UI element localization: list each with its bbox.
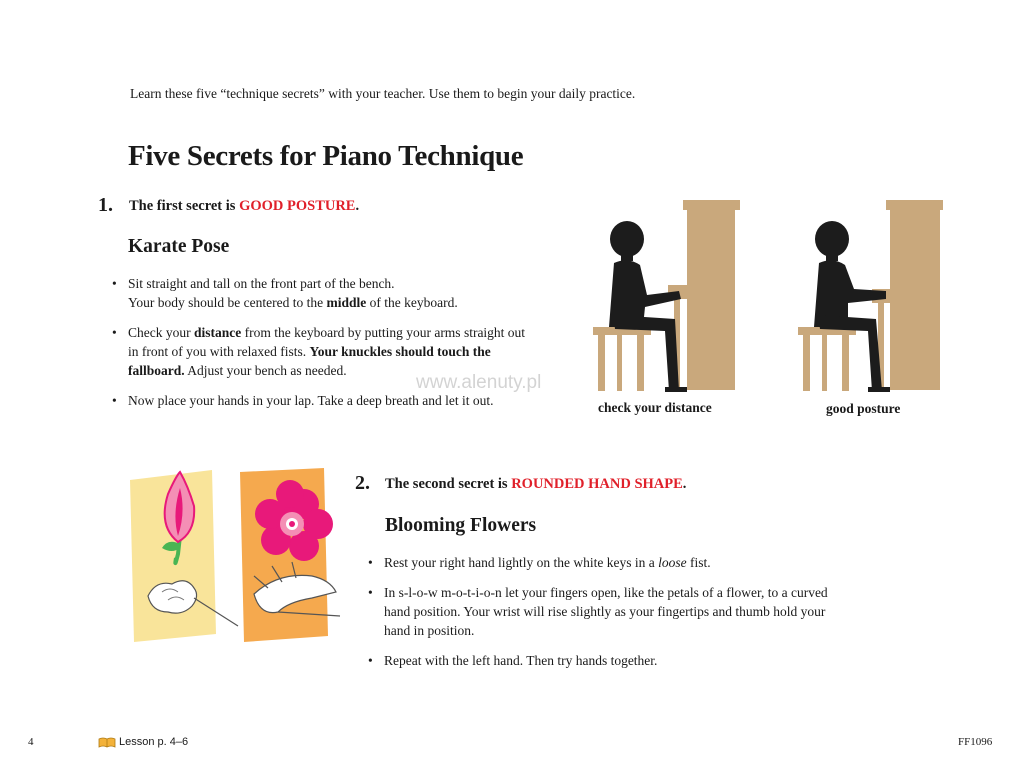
open-flower-panel-icon <box>240 468 340 642</box>
list-item <box>368 553 843 572</box>
bench-icon <box>593 327 651 391</box>
secret-1-end: . <box>355 198 360 214</box>
bullet-4-italic: loose <box>658 555 687 570</box>
closed-bud-panel-icon <box>130 470 238 642</box>
caption-check-distance: check your distance <box>598 400 712 415</box>
page-number: 4 <box>28 736 34 748</box>
flower-hands-illustration <box>128 466 343 646</box>
bullet-2-part-a: Check your <box>128 325 194 340</box>
caption-good-posture: good posture <box>826 401 901 416</box>
bullet-2-part-d: Adjust your bench as needed. <box>184 363 347 378</box>
watermark: www.alenuty.pl <box>416 372 542 393</box>
secret-2-lead: The second secret is <box>385 476 512 492</box>
secret-1-highlight: GOOD POSTURE <box>239 198 356 214</box>
karate-pose-subheading: Karate Pose <box>128 236 230 257</box>
page-title: Five Secrets for Piano Technique <box>128 140 524 172</box>
list-item <box>368 651 843 670</box>
blooming-flowers-list <box>368 553 843 681</box>
intro-text: Learn these five “technique secrets” with your teacher. Use them to begin your daily practice. <box>130 86 636 101</box>
bullet-2-bold-1: distance <box>193 325 242 340</box>
book-icon <box>98 737 116 748</box>
secret-1-heading <box>129 198 359 215</box>
bullet-1-line2a: Your body should be centered to the <box>128 295 327 310</box>
secret-2-end: . <box>682 476 687 492</box>
bullet-5-text: In s-l-o-w m-o-t-i-o-n let your fingers open, like the petals of a flower, to a curved hand position. Your wrist will rise slightly as your fingertips and thumb hold your hand in position. <box>384 585 828 638</box>
secret-2-heading <box>385 476 686 493</box>
bullet-3-text: Now place your hands in your lap. Take a deep breath and let it out. <box>128 393 494 408</box>
bullet-4-part-b: fist. <box>686 555 711 570</box>
product-code: FF1096 <box>958 736 993 748</box>
list-item <box>368 583 842 640</box>
bullet-1-line2b: of the keyboard. <box>366 295 458 310</box>
secret-2-highlight: ROUNDED HAND SHAPE <box>511 476 683 492</box>
bullet-1-bold: middle <box>326 295 367 310</box>
secret-1-number: 1. <box>98 194 113 216</box>
karate-pose-list <box>112 274 557 421</box>
list-item <box>112 274 557 312</box>
piano-posture-illustration <box>790 195 955 395</box>
bullet-1-line1: Sit straight and tall on the front part of the bench. <box>128 276 395 291</box>
piano-distance-illustration <box>585 195 750 395</box>
lesson-reference <box>98 736 188 748</box>
bench-icon <box>798 327 856 391</box>
lesson-label: Lesson p. 4–6 <box>119 736 189 748</box>
bullet-2-bold-2: Your knuckles should touch the fallboard. <box>128 344 491 378</box>
bullet-6-text: Repeat with the left hand. Then try hands together. <box>384 653 658 668</box>
bullet-2-part-c: from the keyboard by putting your arms straight out in front of you with relaxed fists. <box>128 325 526 359</box>
bullet-4-part-a: Rest your right hand lightly on the white keys in a <box>384 555 659 570</box>
blooming-flowers-subheading: Blooming Flowers <box>385 515 537 536</box>
secret-2-number: 2. <box>355 472 370 494</box>
secret-1-lead: The first secret is <box>129 198 240 214</box>
